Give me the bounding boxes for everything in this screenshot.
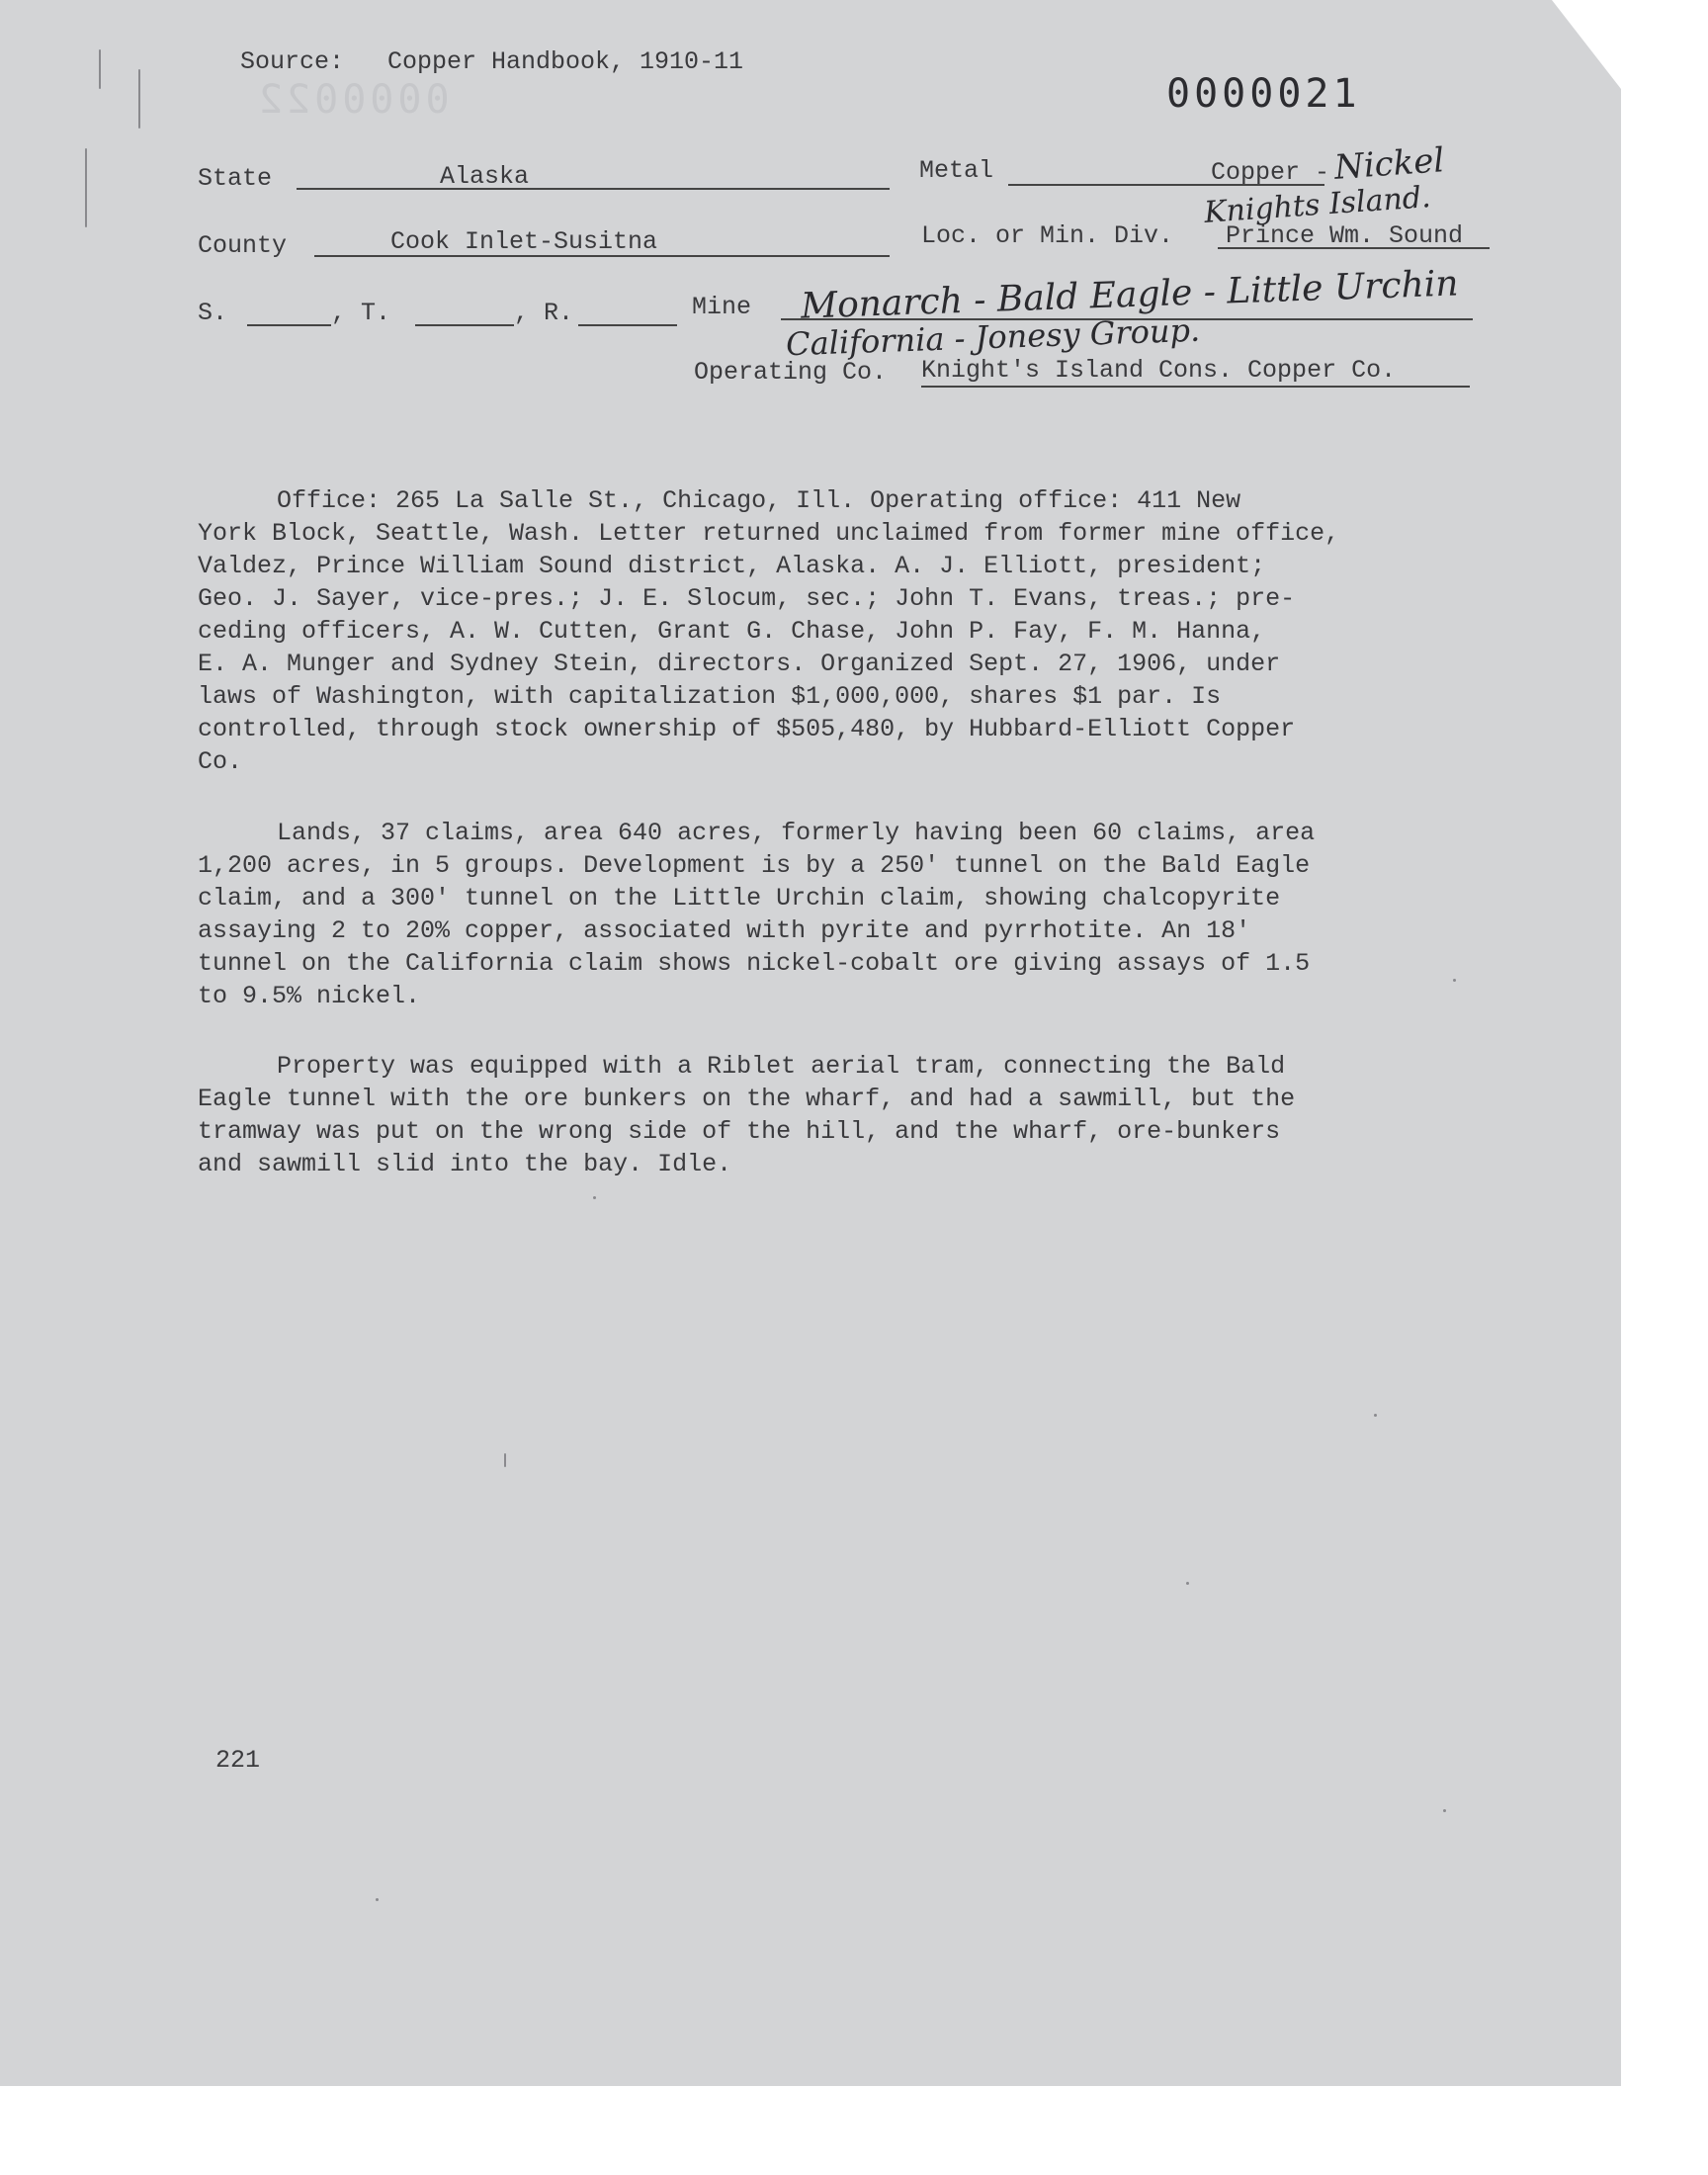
paper-mark — [99, 49, 101, 89]
state-value: Alaska — [440, 162, 530, 191]
page-number: 221 — [215, 1746, 261, 1775]
mine-label: Mine — [692, 293, 752, 321]
paper-mark — [504, 1453, 506, 1467]
township-label: , T. — [331, 299, 391, 327]
operating-label: Operating Co. — [694, 358, 888, 387]
township-underline — [415, 324, 514, 326]
body-line: Geo. J. Sayer, vice-pres.; J. E. Slocum, sec.; John T. Evans, treas.; pre- — [198, 584, 1296, 613]
section-underline — [247, 324, 331, 326]
mine-handwritten-line1: Monarch - Bald Eagle - Little Urchin — [800, 263, 1460, 327]
body-line: and sawmill slid into the bay. Idle. — [198, 1150, 732, 1178]
state-label: State — [198, 164, 273, 193]
metal-label: Metal — [919, 156, 994, 185]
location-value: Prince Wm. Sound — [1226, 221, 1464, 250]
body-line: Office: 265 La Salle St., Chicago, Ill. Operating office: 411 New — [277, 486, 1241, 515]
metal-value: Copper - — [1211, 158, 1330, 187]
document-number-stamp: 0000021 — [1166, 71, 1361, 117]
body-line: 1,200 acres, in 5 groups. Development is by a 250' tunnel on the Bald Eagle — [198, 851, 1311, 880]
source-label: Source: — [240, 47, 345, 76]
ghost-stamp-number: 0000022 — [255, 77, 450, 123]
location-label: Loc. or Min. Div. — [921, 221, 1174, 250]
body-line: tramway was put on the wrong side of the hill, and the wharf, ore-bunkers — [198, 1117, 1281, 1146]
section-label: S. — [198, 299, 228, 327]
body-line: claim, and a 300' tunnel on the Little Urchin claim, showing chalcopyrite — [198, 884, 1281, 913]
body-line: ceding officers, A. W. Cutten, Grant G. Chase, John P. Fay, F. M. Hanna, — [198, 617, 1266, 646]
paragraph-lands — [198, 817, 1483, 1012]
county-label: County — [198, 231, 288, 260]
location-handwritten-note: Knights Island. — [1203, 180, 1432, 230]
body-line: Eagle tunnel with the ore bunkers on the wharf, and had a sawmill, but the — [198, 1085, 1296, 1113]
paper-mark — [593, 1196, 596, 1199]
body-line: Valdez, Prince William Sound district, Alaska. A. J. Elliott, president; — [198, 552, 1266, 580]
paper-mark — [85, 148, 87, 227]
state-underline — [297, 188, 890, 190]
body-line: E. A. Munger and Sydney Stein, directors. Organized Sept. 27, 1906, under — [198, 650, 1281, 678]
paper-mark — [1453, 979, 1456, 982]
paper-mark — [1443, 1809, 1446, 1812]
paragraph-property — [198, 1050, 1483, 1180]
range-label: , R. — [514, 299, 574, 327]
paragraph-office — [198, 484, 1483, 778]
metal-handwritten-note: Nickel — [1332, 140, 1446, 188]
body-line: Property was equipped with a Riblet aerial tram, connecting the Bald — [277, 1052, 1286, 1081]
body-line: controlled, through stock ownership of $505,480, by Hubbard-Elliott Copper — [198, 715, 1296, 743]
body-line: assaying 2 to 20% copper, associated with pyrite and pyrrhotite. An 18' — [198, 916, 1251, 945]
source-value: Copper Handbook, 1910-11 — [387, 47, 744, 76]
range-underline — [578, 324, 677, 326]
paper-mark — [1374, 1414, 1377, 1417]
operating-underline — [921, 386, 1470, 388]
paper-mark — [1186, 1582, 1189, 1585]
operating-value: Knight's Island Cons. Copper Co. — [921, 356, 1397, 385]
paper-mark — [376, 1898, 379, 1901]
body-line: Co. — [198, 747, 243, 776]
county-value: Cook Inlet-Susitna — [390, 227, 658, 256]
mine-handwritten-line2: California - Jonesy Group. — [785, 310, 1201, 364]
body-line: tunnel on the California claim shows nickel-cobalt ore giving assays of 1.5 — [198, 949, 1311, 978]
body-line: to 9.5% nickel. — [198, 982, 421, 1010]
paper-mark — [138, 69, 140, 129]
body-line: Lands, 37 claims, area 640 acres, formerly having been 60 claims, area — [277, 819, 1316, 847]
body-line: York Block, Seattle, Wash. Letter returned unclaimed from former mine office, — [198, 519, 1340, 548]
body-line: laws of Washington, with capitalization $1,000,000, shares $1 par. Is — [198, 682, 1222, 711]
folded-corner — [1552, 0, 1621, 89]
